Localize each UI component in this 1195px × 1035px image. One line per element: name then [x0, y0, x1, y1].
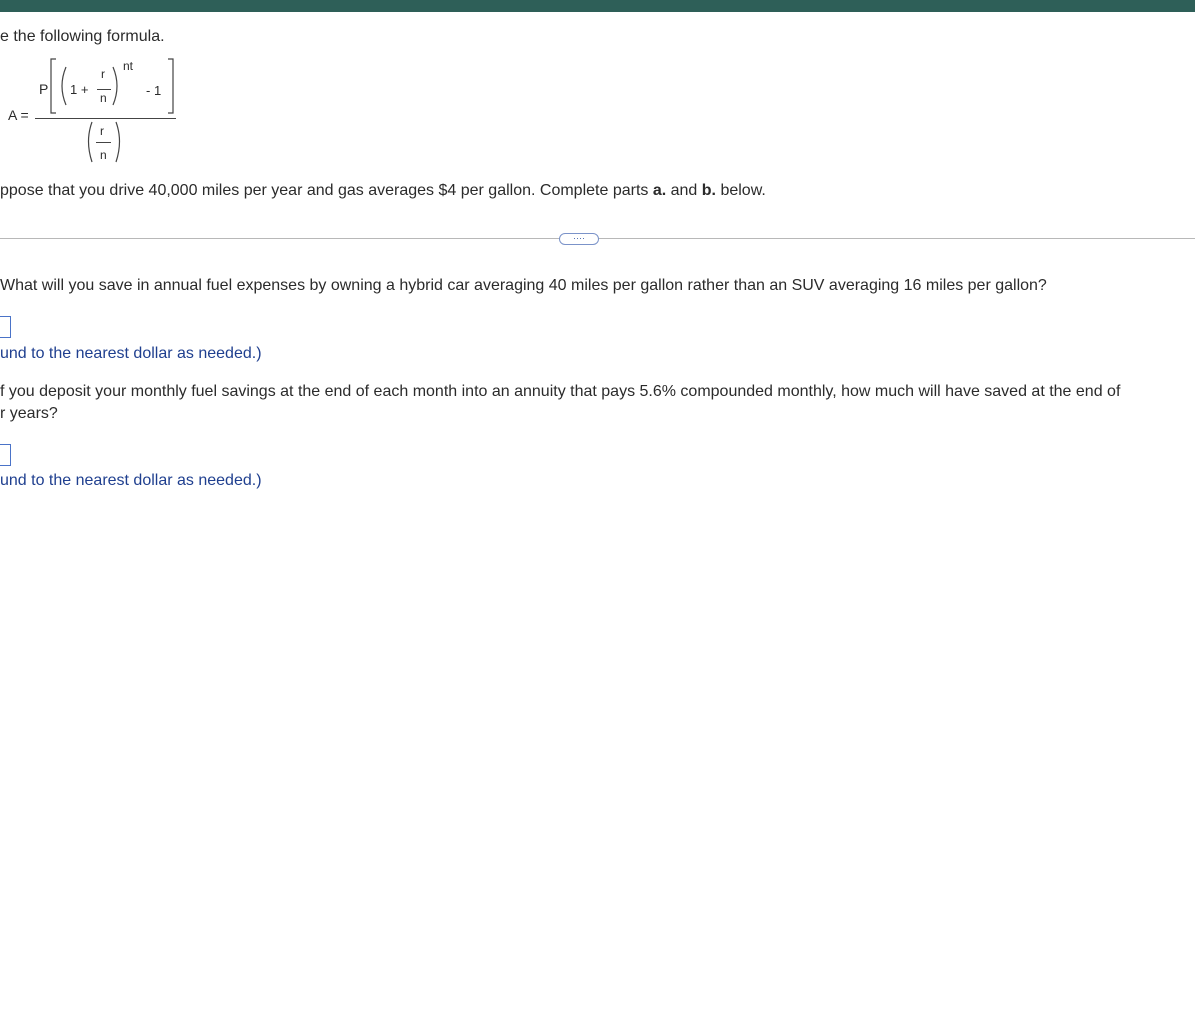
formula-n: n [100, 91, 107, 105]
formula-denominator-n: n [100, 148, 107, 162]
hint-a: und to the nearest dollar as needed.) [0, 345, 262, 362]
question-b-line1: f you deposit your monthly fuel savings at the end of each month into an annuity that pays 5.6% compounded monthly, how much will have saved at the end of [0, 383, 1121, 400]
part-a-label: a. [652, 182, 667, 199]
formula-lhs: A = [8, 107, 29, 123]
part-b-label: b. [701, 182, 716, 199]
formula-p: P [39, 81, 49, 97]
expand-more-button[interactable]: ···· [559, 233, 599, 245]
question-a: What will you save in annual fuel expenses by owning a hybrid car averaging 40 miles per gallon rather than an SUV averaging 16 miles per gallon? [0, 277, 1047, 294]
scenario-text: ppose that you drive 40,000 miles per year and gas averages $4 per gallon. Complete parts a. and b. below. [0, 182, 766, 199]
intro-text: e the following formula. [0, 28, 165, 45]
question-b-line2: r years? [0, 405, 58, 422]
formula-main-fraction-bar [35, 118, 176, 119]
hint-b: und to the nearest dollar as needed.) [0, 472, 262, 489]
top-bar [0, 0, 1195, 12]
formula-r: r [101, 67, 105, 81]
formula-minus-one: - 1 [146, 83, 162, 98]
answer-a-input[interactable] [0, 316, 11, 338]
formula-denominator-r: r [100, 124, 104, 138]
annuity-formula [0, 55, 200, 175]
formula-exponent: nt [123, 59, 134, 73]
formula-inner-fraction-bar [97, 89, 111, 90]
formula-one-plus: 1 + [70, 82, 89, 97]
answer-b-input[interactable] [0, 444, 11, 466]
formula-denominator-fraction-bar [96, 142, 111, 143]
